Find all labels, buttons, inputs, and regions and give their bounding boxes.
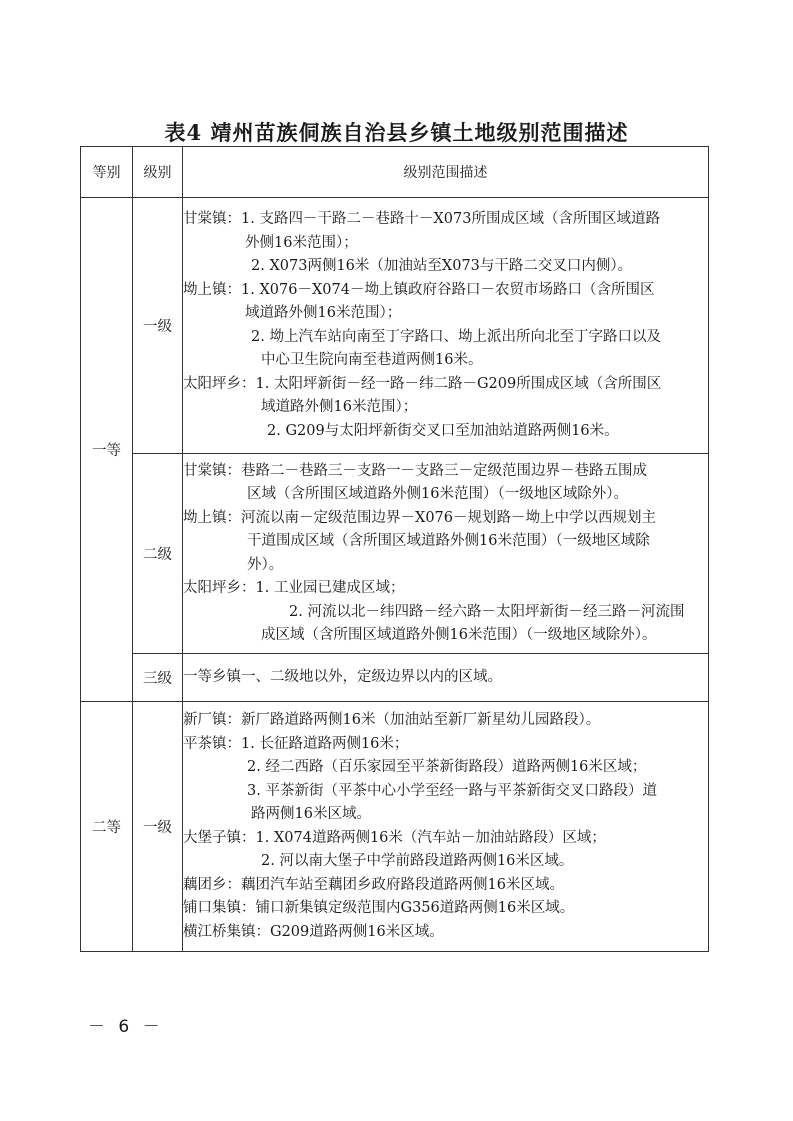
description-line: 横江桥集镇：G209道路两侧16米区域。 [183,923,444,940]
description-cell [183,198,709,454]
description-cell [183,702,709,952]
description-line: 中心卫生院向南至巷道两侧16米。 [261,352,483,368]
description-line: 坳上镇：1. X076－X074－坳上镇政府谷路口－农贸市场路口（含所围区 [183,281,655,298]
description-line: 3. 平茶新街（平茶中心小学至经一路与平茶新街交叉口路段）道 [247,782,657,799]
description-line: 甘棠镇：1. 支路四－干路二－巷路十－X073所围成区域（含所围区域道路 [183,211,660,227]
description-line: 2. 经二西路（百乐家园至平茶新街路段）道路两侧16米区域； [247,759,647,775]
description-line: 太阳坪乡：1. 工业园已建成区域； [183,580,405,596]
description-line: 平茶镇：1. 长征路道路两侧16米； [183,735,409,752]
table-row [81,654,709,702]
level-cell: 三级 [133,654,183,702]
grade-cell-2: 二等 [81,702,133,952]
description-line: 坳上镇：河流以南－定级范围边界－X076－规划路－坳上中学以西规划主 [183,509,656,526]
description-line: 干道围成区域（含所围区域道路外侧16米范围）（一级地区域除 [247,533,650,549]
description-line: 域道路外侧16米范围）； [245,305,402,321]
header-level: 级别 [133,147,183,198]
description-line: 太阳坪乡：1. 太阳坪新街－经一路－纬二路－G209所围成区域（含所围区 [183,375,662,392]
description-line: 一等乡镇一、二级地以外，定级边界以内的区域。 [183,668,502,685]
description-line: 2. 坳上汽车站向南至丁字路口、坳上派出所向北至丁字路口以及 [251,328,661,345]
level-cell: 一级 [133,198,183,454]
description-line: 2. 河流以北－纬四路－经六路－太阳坪新街－经三路－河流围 [289,603,685,620]
description-line: 藕团乡：藕团汽车站至藕团乡政府路段道路两侧16米区域。 [183,876,564,893]
header-grade: 等别 [81,147,133,198]
description-line: 域道路外侧16米范围）； [261,399,418,415]
header-description: 级别范围描述 [183,147,709,198]
description-line: 外侧16米范围）； [245,234,358,251]
table-row [81,454,709,654]
description-line: 大堡子镇：1. X074道路两侧16米（汽车站－加油站路段）区域； [183,829,606,846]
table-row [81,702,709,952]
description-line: 路两侧16米区域。 [251,806,371,822]
description-line: 外）。 [247,556,284,573]
description-line: 2. G209与太阳坪新街交叉口至加油站道路两侧16米。 [267,422,619,439]
land-grade-table [80,146,709,952]
description-line: 甘棠镇：巷路二－巷路三－支路一－支路三－定级范围边界－巷路五围成 [183,462,647,479]
table-header-row [81,147,709,198]
table-row [81,198,709,454]
description-line: 铺口集镇：铺口新集镇定级范围内G356道路两侧16米区域。 [183,900,575,916]
grade-cell-1: 一等 [81,198,133,702]
page-number: － 6 － [88,1017,164,1037]
description-cell [183,454,709,654]
description-line: 2. 河以南大堡子中学前路段道路两侧16米区域。 [261,853,574,869]
table-title: 表4 靖州苗族侗族自治县乡镇土地级别范围描述 [164,120,629,145]
level-cell: 一级 [133,702,183,952]
description-line: 2. X073两侧16米（加油站至X073与干路二交叉口内侧）。 [251,258,633,274]
description-cell [183,654,709,702]
description-line: 成区域（含所围区域道路外侧16米范围）（一级地区域除外）。 [261,627,657,643]
description-line: 新厂镇：新厂路道路两侧16米（加油站至新厂新星幼儿园路段）。 [183,712,601,728]
description-line: 区域（含所围区域道路外侧16米范围）（一级地区域除外）。 [247,486,628,502]
level-cell: 二级 [133,454,183,654]
